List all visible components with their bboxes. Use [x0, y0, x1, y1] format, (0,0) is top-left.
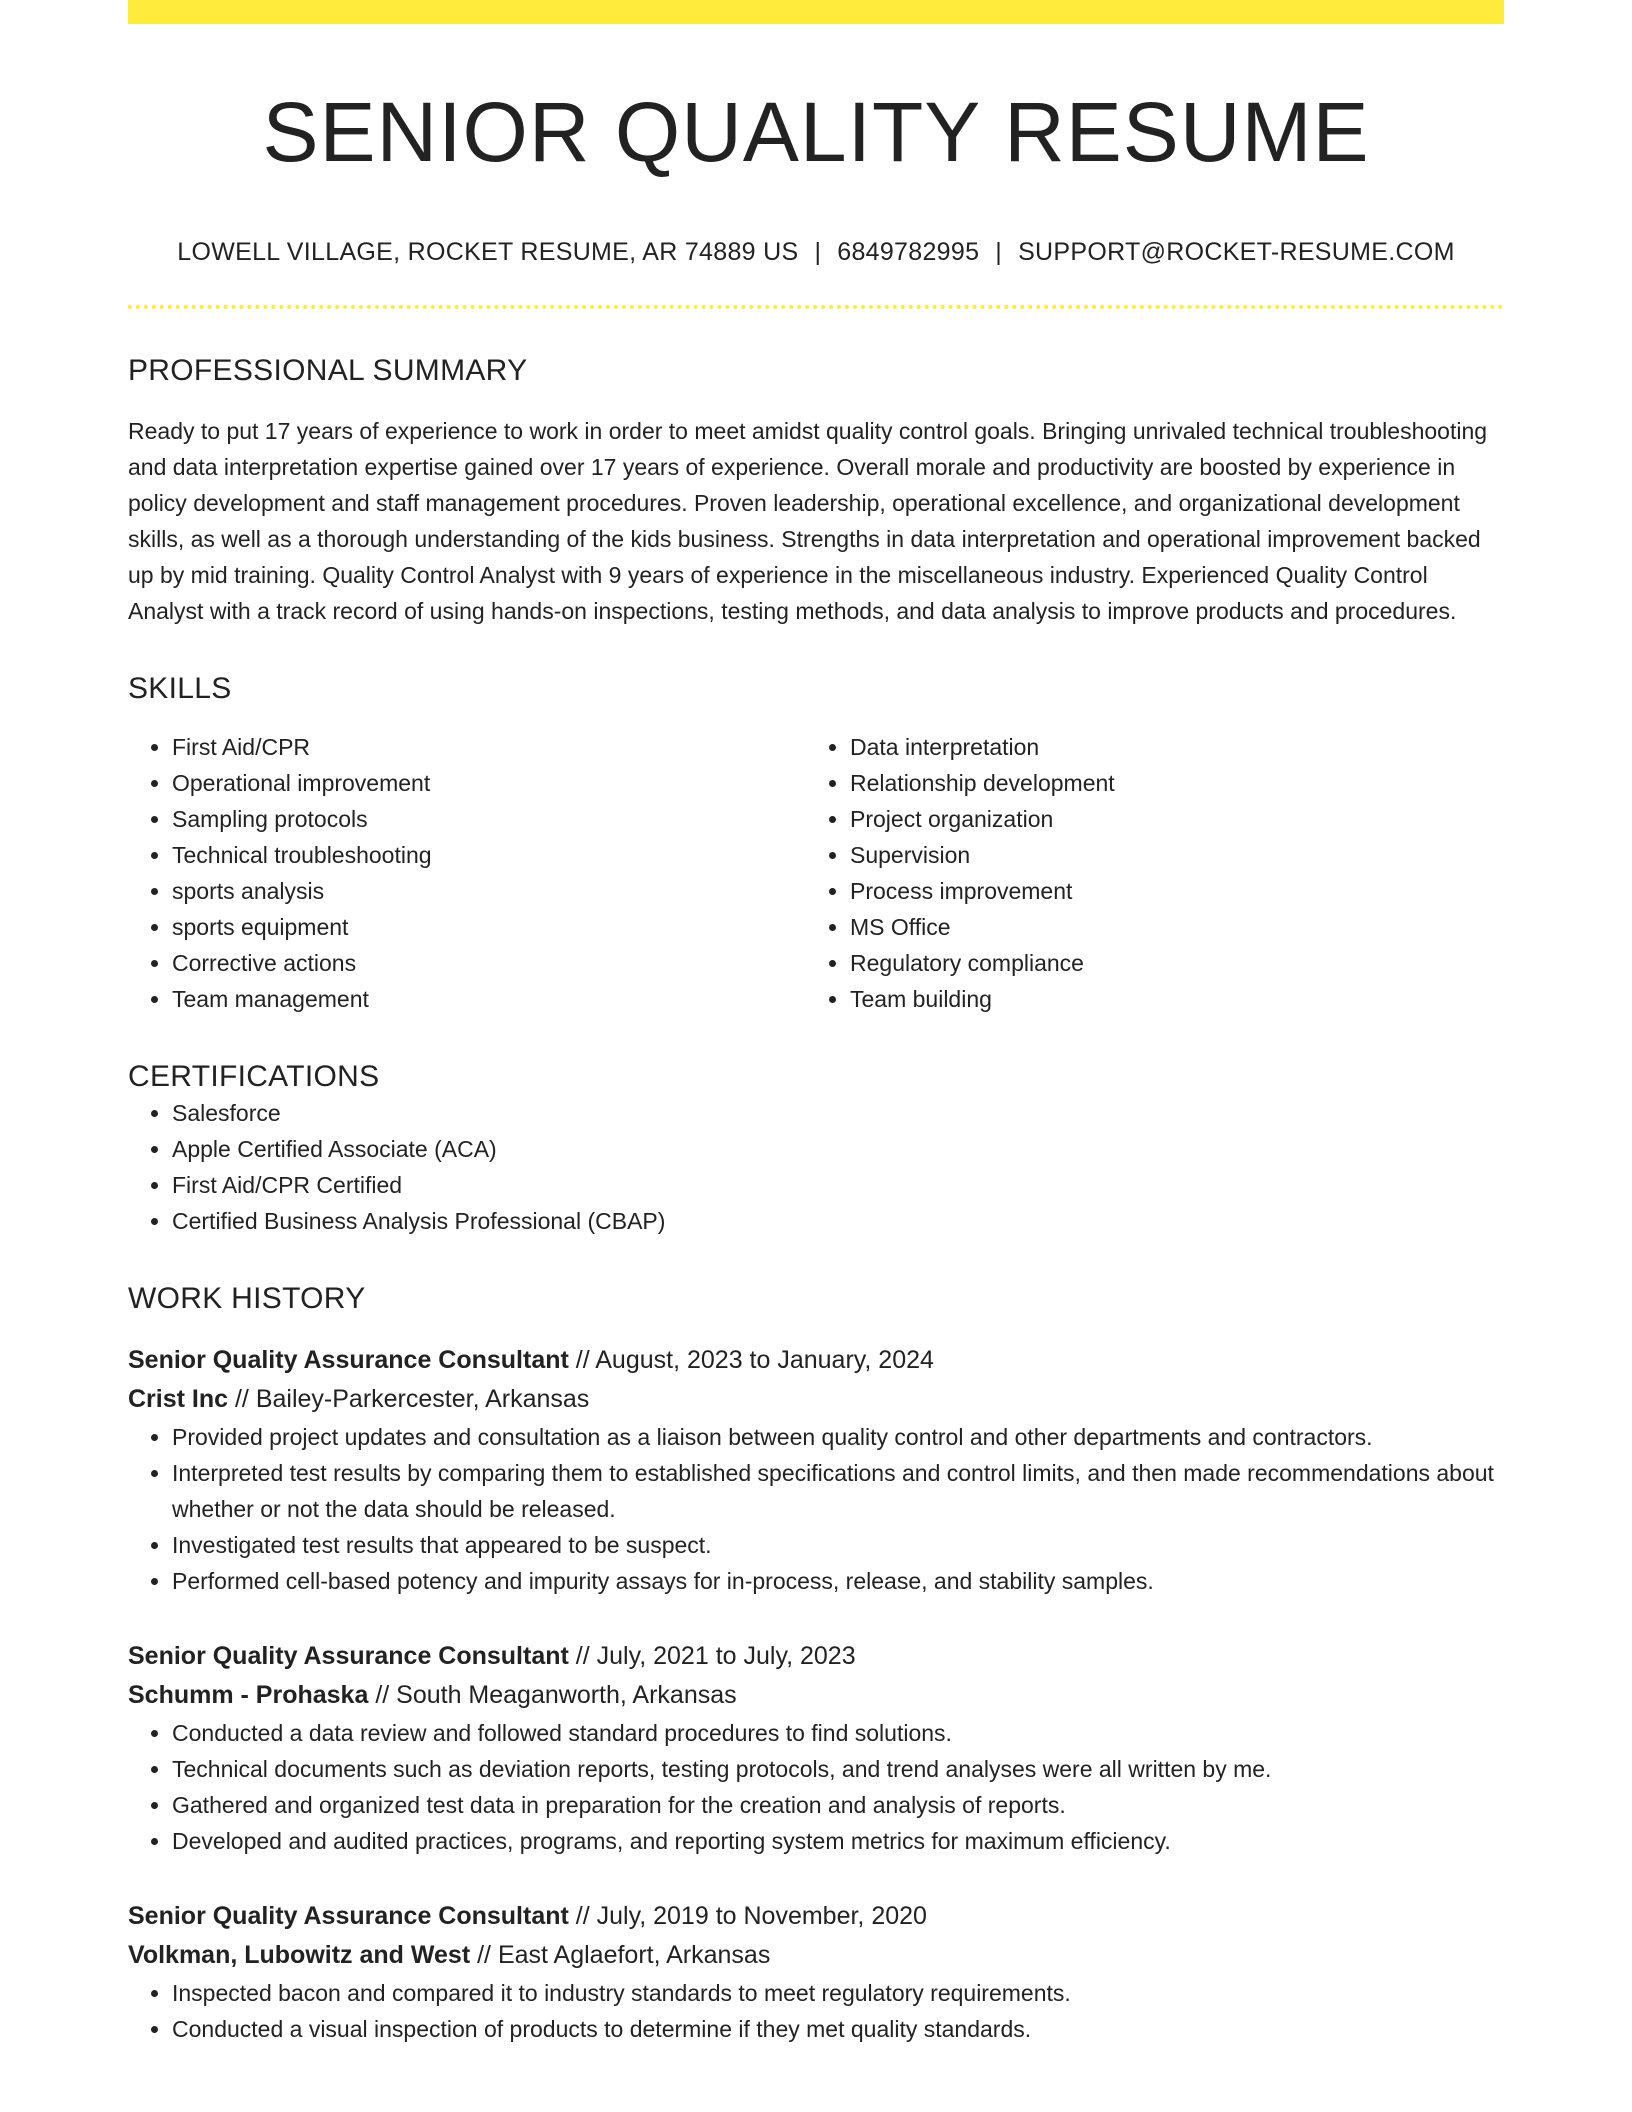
skill-item: • Operational improvement [172, 765, 806, 801]
top-accent-bar [128, 0, 1504, 24]
job-title-line [128, 1341, 1504, 1380]
job-bullet: • Provided project updates and consultation as a liaison between quality control and other departments and contractors. [172, 1419, 1504, 1455]
skills-heading: SKILLS [128, 672, 232, 706]
job-title: Senior Quality Assurance Consultant [128, 1642, 569, 1671]
skill-item: • Team building [850, 981, 1484, 1017]
job-title: Senior Quality Assurance Consultant [128, 1902, 569, 1931]
resume-page [128, 0, 1504, 2047]
job-bullets [128, 1419, 1504, 1599]
work-history-section [128, 1281, 1504, 2047]
skill-item: • Regulatory compliance [850, 945, 1484, 981]
job-bullet: • Gathered and organized test data in preparation for the creation and analysis of reports. [172, 1787, 1504, 1823]
job-title: Senior Quality Assurance Consultant [128, 1346, 569, 1375]
certification-item: • Salesforce [172, 1095, 1504, 1131]
skill-item: • Sampling protocols [172, 801, 806, 837]
job-bullet: • Conducted a visual inspection of products to determine if they met quality standards. [172, 2011, 1504, 2047]
job-dates: // July, 2019 to November, 2020 [575, 1902, 927, 1931]
skills-grid [128, 729, 1504, 1017]
header-divider [128, 305, 1504, 309]
job-bullet: • Interpreted test results by comparing them to established specifications and control limits, and then made recommendations about whether or not the data should be released. [172, 1455, 1504, 1527]
skill-item: • Process improvement [850, 873, 1484, 909]
skill-item: • Technical troubleshooting [172, 837, 806, 873]
summary-heading: PROFESSIONAL SUMMARY [128, 354, 528, 388]
job-company: Schumm - Prohaska [128, 1681, 369, 1710]
job-bullets [128, 1715, 1504, 1859]
job-dates: // August, 2023 to January, 2024 [575, 1346, 934, 1375]
job-location: // Bailey-Parkercester, Arkansas [234, 1385, 590, 1414]
skill-item: • Project organization [850, 801, 1484, 837]
job-bullet: • Conducted a data review and followed standard procedures to find solutions. [172, 1715, 1504, 1751]
contact-email: SUPPORT@ROCKET-RESUME.COM [1018, 238, 1455, 267]
certification-item: • First Aid/CPR Certified [172, 1167, 1504, 1203]
skill-item: • Relationship development [850, 765, 1484, 801]
certification-item: • Apple Certified Associate (ACA) [172, 1131, 1504, 1167]
skill-item: • Team management [172, 981, 806, 1017]
contact-address: LOWELL VILLAGE, ROCKET RESUME, AR 74889 US [177, 238, 799, 267]
summary-text: Ready to put 17 years of experience to work in order to meet amidst quality control goals. Bringing unrivaled technical troubleshooting and data interpretation expertise gained over 17 years of experience. Overall morale and productivity are boosted by experience in policy development and staff management procedures. Proven leadership, operational excellence, and organizational development skills, as well as a thorough understanding of the kids business. Strengths in data interpretation and operational improvement backed up by mid training. Quality Control Analyst with 9 years of experience in the miscellaneous industry. Experienced Quality Control Analyst with a track record of using hands-on inspections, testing methods, and data analysis to improve products and procedures. [128, 418, 1488, 625]
resume-title: SENIOR QUALITY RESUME [262, 85, 1370, 179]
certification-item: • Certified Business Analysis Professional (CBAP) [172, 1203, 1504, 1239]
job-entry [128, 1637, 1504, 1859]
job-bullets [128, 1975, 1504, 2047]
skill-item: • Supervision [850, 837, 1484, 873]
job-bullet: • Performed cell-based potency and impurity assays for in-process, release, and stability samples. [172, 1563, 1504, 1599]
skill-item: • Data interpretation [850, 729, 1484, 765]
certifications-heading: CERTIFICATIONS [128, 1060, 380, 1094]
job-entry [128, 1897, 1504, 2047]
job-entry [128, 1341, 1504, 1599]
contact-separator: | [995, 238, 1003, 267]
skills-list-right [806, 729, 1484, 1017]
job-location: // South Meaganworth, Arkansas [375, 1681, 737, 1710]
job-location: // East Aglaefort, Arkansas [477, 1941, 771, 1970]
work-history-heading: WORK HISTORY [128, 1282, 366, 1316]
job-company-line [128, 1380, 1504, 1419]
skills-column-left [128, 729, 806, 1017]
job-company: Volkman, Lubowitz and West [128, 1941, 471, 1970]
certifications-list [128, 1095, 1504, 1239]
skill-item: • MS Office [850, 909, 1484, 945]
skill-item: • sports equipment [172, 909, 806, 945]
job-bullet: • Technical documents such as deviation reports, testing protocols, and trend analyses were all written by me. [172, 1751, 1504, 1787]
job-company: Crist Inc [128, 1385, 229, 1414]
job-company-line [128, 1676, 1504, 1715]
skill-item: • Corrective actions [172, 945, 806, 981]
skills-list-left [128, 729, 806, 1017]
job-bullet: • Inspected bacon and compared it to industry standards to meet regulatory requirements. [172, 1975, 1504, 2011]
skill-item: • First Aid/CPR [172, 729, 806, 765]
job-dates: // July, 2021 to July, 2023 [575, 1642, 856, 1671]
skill-item: • sports analysis [172, 873, 806, 909]
job-company-line [128, 1936, 1504, 1975]
contact-line [128, 238, 1504, 267]
skills-section [128, 671, 1504, 1017]
contact-separator: | [814, 238, 822, 267]
certifications-section [128, 1059, 1504, 1239]
job-title-line [128, 1897, 1504, 1936]
job-title-line [128, 1637, 1504, 1676]
job-bullet: • Investigated test results that appeared to be suspect. [172, 1527, 1504, 1563]
contact-phone: 6849782995 [837, 238, 980, 267]
job-bullet: • Developed and audited practices, programs, and reporting system metrics for maximum efficiency. [172, 1823, 1504, 1859]
summary-section [128, 353, 1504, 629]
skills-column-right [806, 729, 1484, 1017]
